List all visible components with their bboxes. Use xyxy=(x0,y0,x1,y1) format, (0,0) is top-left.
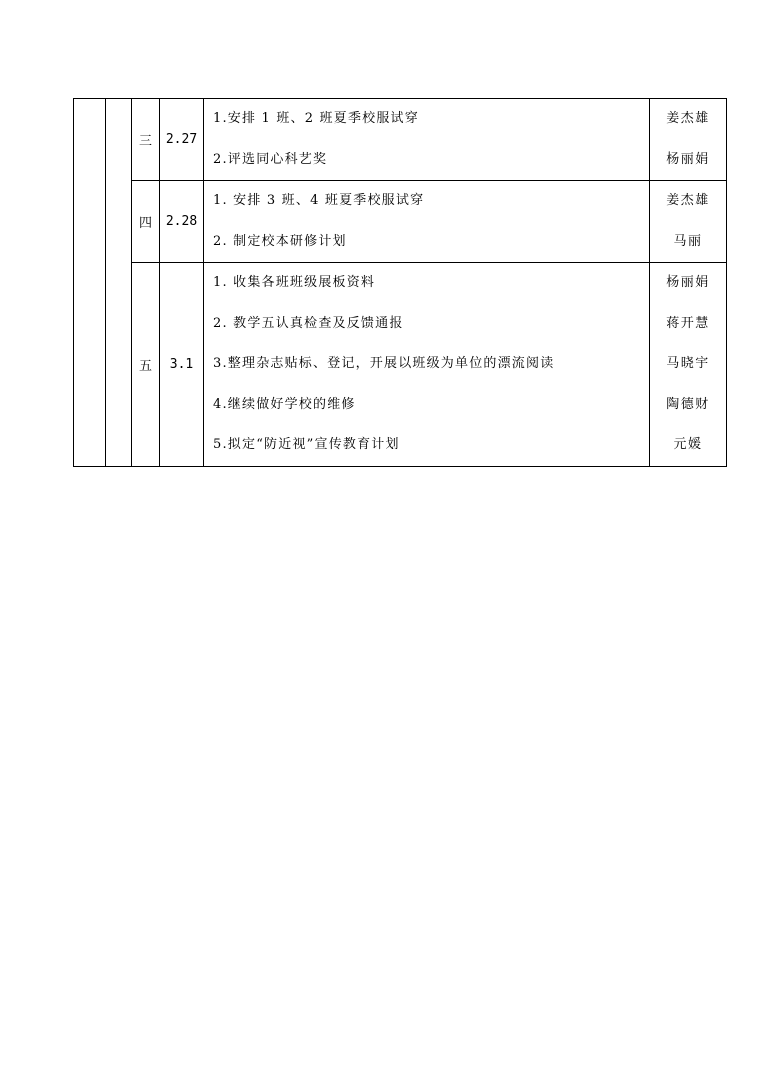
blank-column-2 xyxy=(106,99,132,467)
task-item: 1. 收集各班班级展板资料 xyxy=(213,275,376,290)
responsible-person: 姜杰雄 xyxy=(666,111,710,126)
responsible-cell xyxy=(650,181,727,263)
responsible-cell xyxy=(650,99,727,181)
task-item: 5.拟定“防近视”宣传教育计划 xyxy=(213,437,400,452)
date-cell: 3.1 xyxy=(160,263,204,467)
tasks-cell xyxy=(204,263,650,467)
responsible-person: 马丽 xyxy=(673,233,703,249)
date-cell: 2.27 xyxy=(160,99,204,181)
responsible-person: 蒋开慧 xyxy=(666,315,710,331)
day-cell: 四 xyxy=(132,181,160,263)
responsible-person: 马晓宇 xyxy=(666,356,710,371)
date-cell: 2.28 xyxy=(160,181,204,263)
responsible-person: 陶德财 xyxy=(666,396,710,412)
tasks-cell xyxy=(204,181,650,263)
tasks-cell xyxy=(204,99,650,181)
task-item: 2. 教学五认真检查及反馈通报 xyxy=(213,315,404,331)
task-item: 4.继续做好学校的维修 xyxy=(213,396,356,412)
blank-column-1 xyxy=(74,99,106,467)
responsible-person: 杨丽娟 xyxy=(666,275,710,290)
task-item: 1. 安排 3 班、4 班夏季校服试穿 xyxy=(213,193,425,208)
task-item: 1.安排 1 班、2 班夏季校服试穿 xyxy=(213,111,419,126)
responsible-cell xyxy=(650,263,727,467)
task-item: 2.评选同心科艺奖 xyxy=(213,151,328,167)
responsible-person: 杨丽娟 xyxy=(666,151,710,167)
task-item: 3.整理杂志贴标、登记，开展以班级为单位的漂流阅读 xyxy=(213,356,555,371)
schedule-row-friday xyxy=(74,263,727,467)
task-item: 2. 制定校本研修计划 xyxy=(213,233,347,249)
schedule-row-wednesday xyxy=(74,99,727,181)
schedule-row-thursday xyxy=(74,181,727,263)
day-cell: 五 xyxy=(132,263,160,467)
weekly-schedule-table xyxy=(73,98,727,467)
day-cell: 三 xyxy=(132,99,160,181)
responsible-person: 姜杰雄 xyxy=(666,193,710,208)
responsible-person: 元媛 xyxy=(673,437,703,452)
